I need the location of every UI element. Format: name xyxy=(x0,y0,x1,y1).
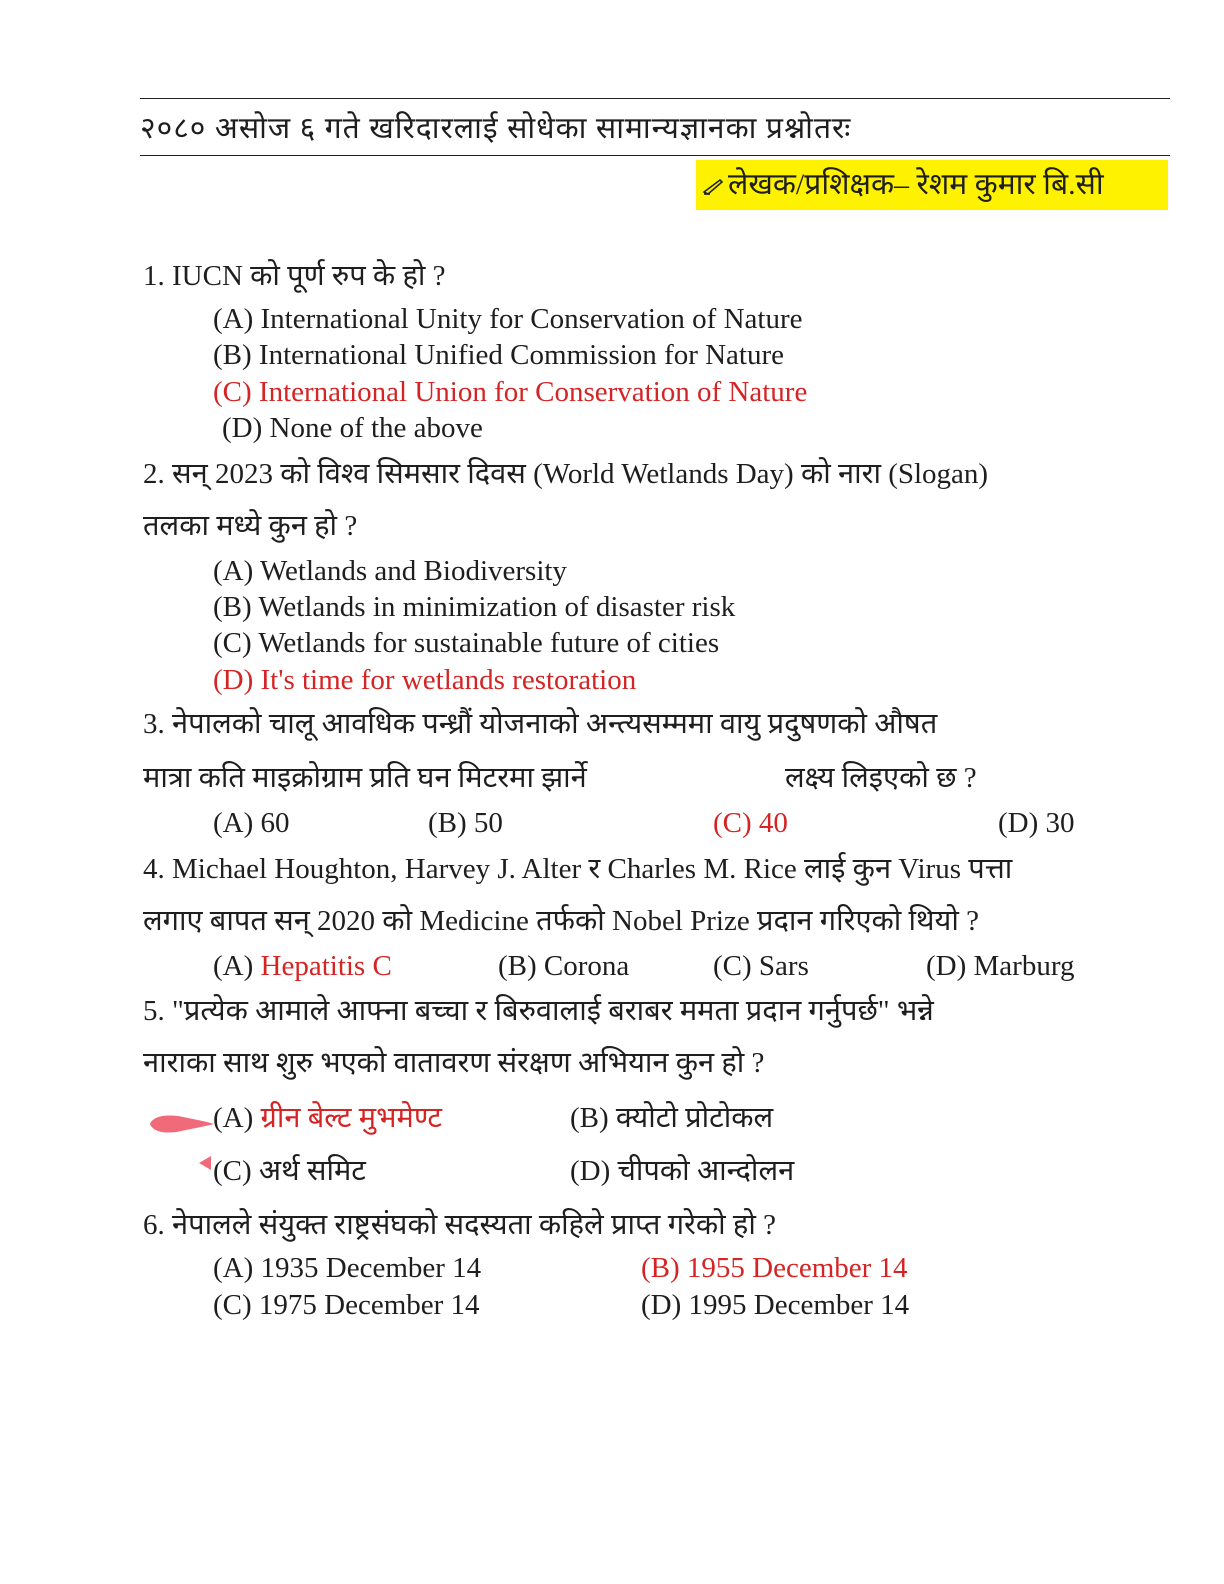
question-3-line-2: मात्रा कति माइक्रोग्राम प्रति घन मिटरमा झार्ने xyxy=(143,762,587,794)
q5-option-a-answer: ग्रीन बेल्ट मुभमेण्ट xyxy=(260,1102,442,1134)
q5-option-d: (D) चीपको आन्दोलन xyxy=(570,1155,795,1187)
q3-option-a: (A) 60 xyxy=(213,807,290,839)
question-3-line-2b: लक्ष्य लिइएको छ ? xyxy=(785,762,977,794)
question-4-line-2: लगाए बापत सन् 2020 को Medicine तर्फको Nobel Prize प्रदान गरिएको थियो ? xyxy=(143,905,980,937)
q2-option-d-answer: (D) It's time for wetlands restoration xyxy=(213,664,637,696)
author-banner xyxy=(696,160,1168,210)
question-1: 1. IUCN को पूर्ण रुप के हो ? xyxy=(143,260,446,292)
q5-option-b: (B) क्योटो प्रोटोकल xyxy=(570,1102,774,1134)
pink-highlight-mark xyxy=(148,1110,214,1138)
q5-option-a-prefix: (A) xyxy=(213,1102,261,1134)
q3-option-d: (D) 30 xyxy=(998,807,1075,839)
q2-option-c: (C) Wetlands for sustainable future of cities xyxy=(213,627,720,659)
q4-option-d: (D) Marburg xyxy=(926,950,1075,982)
q2-option-b: (B) Wetlands in minimization of disaster risk xyxy=(213,591,736,623)
q3-option-b: (B) 50 xyxy=(428,807,503,839)
pink-arrow-mark xyxy=(197,1154,213,1172)
q6-option-d: (D) 1995 December 14 xyxy=(641,1289,910,1321)
q5-option-a xyxy=(213,1100,442,1136)
question-2-line-2: तलका मध्ये कुन हो ? xyxy=(143,510,358,542)
q4-option-a-answer: Hepatitis C xyxy=(260,950,392,982)
q2-option-a: (A) Wetlands and Biodiversity xyxy=(213,555,567,587)
q6-option-c: (C) 1975 December 14 xyxy=(213,1289,480,1321)
question-4-line-1: 4. Michael Houghton, Harvey J. Alter र Charles M. Rice लाई कुन Virus पत्ता xyxy=(143,853,1013,885)
q1-option-a: (A) International Unity for Conservation of Nature xyxy=(213,303,803,335)
q6-option-b-answer: (B) 1955 December 14 xyxy=(641,1252,908,1284)
q1-option-c-answer: (C) International Union for Conservation of Nature xyxy=(213,376,808,408)
q5-option-c: (C) अर्थ समिट xyxy=(213,1155,366,1187)
q4-option-c: (C) Sars xyxy=(713,950,809,982)
q4-option-a-prefix: (A) xyxy=(213,950,261,982)
q4-option-b: (B) Corona xyxy=(498,950,630,982)
question-5-line-2: नाराका साथ शुरु भएको वातावरण संरक्षण अभियान कुन हो ? xyxy=(143,1047,765,1079)
pen-icon xyxy=(702,174,724,196)
q3-option-c-answer: (C) 40 xyxy=(713,807,788,839)
question-2-line-1: 2. सन् 2023 को विश्व सिमसार दिवस (World Wetlands Day) को नारा (Slogan) xyxy=(143,458,989,490)
title-underline xyxy=(140,155,1170,156)
q4-option-a xyxy=(213,948,392,984)
q1-option-d: (D) None of the above xyxy=(222,412,483,444)
page-title: २०८० असोज ६ गते खरिदारलाई सोधेका सामान्यज्ञानका प्रश्नोतरः xyxy=(140,112,852,145)
question-6: 6. नेपालले संयुक्त राष्ट्रसंघको सदस्यता कहिले प्राप्त गरेको हो ? xyxy=(143,1209,776,1241)
author-text: लेखक/प्रशिक्षक– रेशम कुमार बि.सी xyxy=(728,168,1104,201)
question-3-line-1: 3. नेपालको चालू आवधिक पन्ध्रौं योजनाको अन्त्यसम्ममा वायु प्रदुषणको औषत xyxy=(143,708,938,740)
q1-option-b: (B) International Unified Commission for Nature xyxy=(213,339,785,371)
top-rule xyxy=(140,98,1170,99)
q6-option-a: (A) 1935 December 14 xyxy=(213,1252,482,1284)
question-5-line-1: 5. "प्रत्येक आमाले आफ्ना बच्चा र बिरुवालाई बराबर ममता प्रदान गर्नुपर्छ" भन्ने xyxy=(143,995,934,1027)
